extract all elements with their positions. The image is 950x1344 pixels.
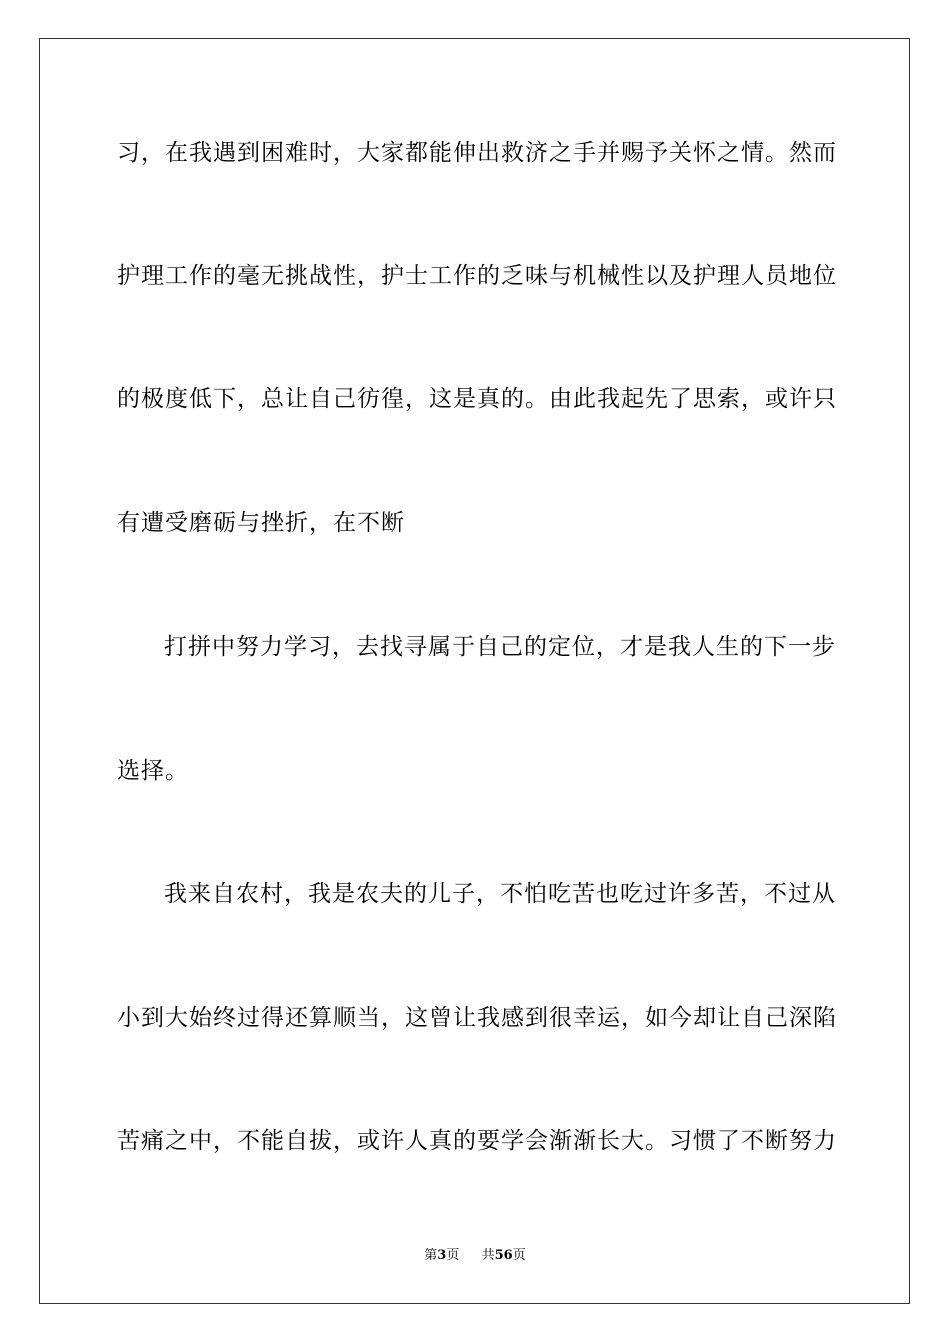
body-line-5: 打拼中努力学习，去找寻属于自己的定位，才是我人生的下一步 (164, 634, 836, 660)
footer-total-pages: 56 (494, 1248, 513, 1263)
body-line-9: 苦痛之中，不能自拔，或许人真的要学会渐渐长大。习惯了不断努力 (117, 1128, 837, 1154)
body-line-7: 我来自农村，我是农夫的儿子，不怕吃苦也吃过许多苦，不过从 (164, 881, 836, 907)
page-footer (0, 1246, 950, 1266)
body-line-6: 选择。 (117, 758, 189, 784)
body-line-4: 有遭受磨砺与挫折，在不断 (117, 510, 405, 536)
body-line-3: 的极度低下，总让自己彷徨，这是真的。由此我起先了思索，或许只 (117, 386, 837, 412)
body-line-8: 小到大始终过得还算顺当，这曾让我感到很幸运，如今却让自己深陷 (117, 1005, 837, 1031)
footer-total-suffix: 页 (512, 1248, 526, 1263)
body-line-2: 护理工作的毫无挑战性，护士工作的乏味与机械性以及护理人员地位 (117, 263, 837, 289)
footer-page-prefix: 第 (424, 1248, 438, 1263)
footer-page-suffix: 页 (446, 1248, 460, 1263)
footer-total-prefix: 共 (481, 1248, 495, 1263)
footer-page-number: 3 (437, 1248, 447, 1263)
body-line-1: 习，在我遇到困难时，大家都能伸出救济之手并赐予关怀之情。然而 (117, 140, 837, 166)
page-border (39, 38, 910, 1304)
